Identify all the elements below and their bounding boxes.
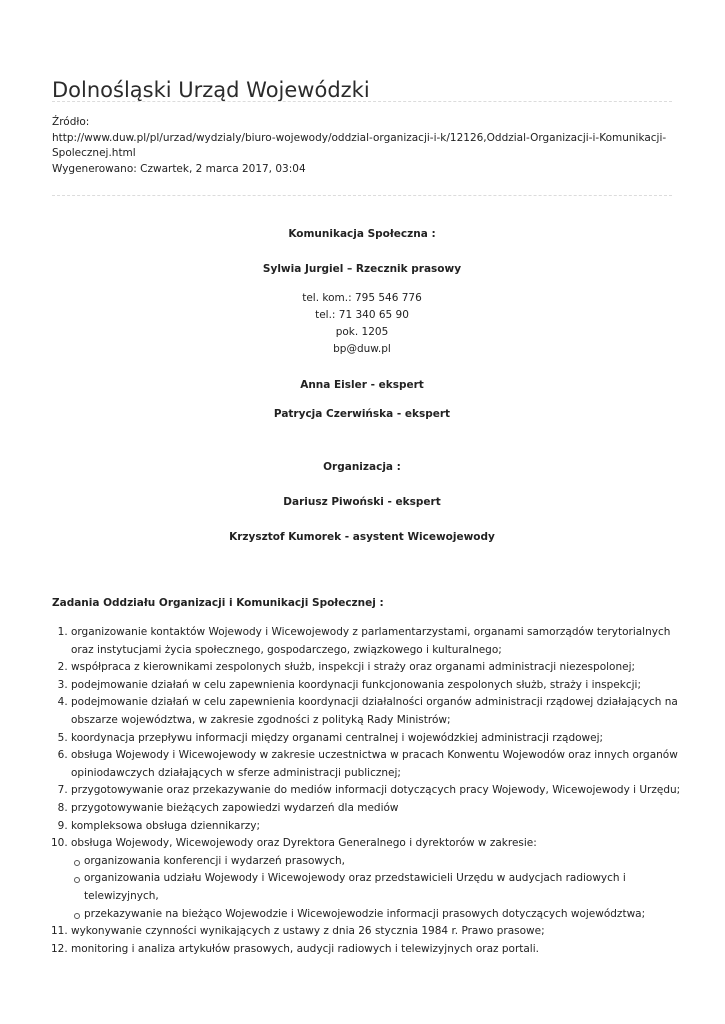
generated-date: Wygenerowano: Czwartek, 2 marca 2017, 03:04 [52, 162, 306, 175]
task-item: 2. współpraca z kierownikami zespolonych służb, inspekcji i straży oraz organami administracji niezespolonej; [71, 659, 696, 677]
task-item: 1. organizowanie kontaktów Wojewody i Wicewojewody z parlamentarzystami, organami samorządów terytorialnych oraz instytucjami życia społecznego, gospodarczego, związkowego i kulturalnego; [71, 624, 696, 659]
spokesperson-name: Sylwia Jurgiel – Rzecznik prasowy [262, 263, 462, 275]
contact-block [52, 290, 672, 358]
subtask-item: przekazywanie na bieżąco Wojewodzie i Wicewojewodzie informacji prasowych dotyczących województwa; [74, 906, 696, 924]
task-item: 3. podejmowanie działań w celu zapewnienia koordynacji funkcjonowania zespolonych służb, straży i inspekcji; [71, 677, 696, 695]
meta-divider [52, 195, 672, 196]
phone: tel.: 71 340 65 90 [315, 309, 409, 321]
tasks-list [52, 624, 696, 958]
task-item: 6. obsługa Wojewody i Wicewojewody w zakresie uczestnictwa w pracach Konwentu Wojewodów oraz innych organów opiniodawczych działających w sferze administracji publicznej; [71, 747, 696, 782]
site-title: Dolnośląski Urząd Wojewódzki [52, 78, 370, 103]
task-item-text: obsługa Wojewody, Wicewojewody oraz Dyrektora Generalnego i dyrektorów w zakresie: [71, 837, 537, 850]
task-item: 11. wykonywanie czynności wynikających z ustawy z dnia 26 stycznia 1984 r. Prawo prasowe; [71, 923, 696, 941]
komunikacja-heading: Komunikacja Społeczna : [288, 228, 436, 240]
task-item: 12. monitoring i analiza artykułów prasowych, audycji radiowych i telewizyjnych oraz portali. [71, 941, 696, 959]
source-url[interactable]: http://www.duw.pl/pl/urzad/wydzialy/biuro-wojewody/oddzial-organizacji-i-k/12126,Oddzial-Organizacji-i-Komunikacji-Spolecznej.html [52, 131, 667, 159]
expert-piwonski: Dariusz Piwoński - ekspert [283, 496, 441, 508]
organizacja-heading: Organizacja : [323, 461, 401, 473]
assistant-kumorek: Krzysztof Kumorek - asystent Wicewojewody [229, 531, 495, 543]
mobile-phone: tel. kom.: 795 546 776 [302, 292, 422, 304]
subtask-list [71, 853, 696, 923]
source-meta [52, 115, 672, 177]
task-item: 7. przygotowywanie oraz przekazywanie do mediów informacji dotyczących pracy Wojewody, Wicewojewody i Urzędu; [71, 782, 696, 800]
subtask-item: organizowania udziału Wojewody i Wicewojewody oraz przedstawicieli Urzędu w audycjach radiowych i telewizyjnych, [74, 870, 696, 905]
room-number: pok. 1205 [335, 326, 389, 338]
expert-eisler: Anna Eisler - ekspert [300, 379, 424, 391]
subtask-item: organizowania konferencji i wydarzeń prasowych, [74, 853, 696, 871]
task-item: 5. koordynacja przepływu informacji między organami centralnej i wojewódzkiej administracji rządowej; [71, 730, 696, 748]
email-link[interactable]: bp@duw.pl [333, 343, 391, 355]
header-divider [52, 101, 672, 102]
expert-czerwinska: Patrycja Czerwińska - ekspert [273, 408, 451, 420]
source-label: Źródło: [52, 116, 90, 128]
task-item: 9. kompleksowa obsługa dziennikarzy; [71, 818, 696, 836]
tasks-heading: Zadania Oddziału Organizacji i Komunikacji Społecznej : [52, 597, 384, 609]
task-item: 8. przygotowywanie bieżących zapowiedzi wydarzeń dla mediów [71, 800, 696, 818]
task-item-with-subitems [71, 835, 696, 923]
task-item: 4. podejmowanie działań w celu zapewnienia koordynacji działalności organów administracji rządowej działających na obszarze województwa, w zakresie zgodności z polityką Rady Ministrów; [71, 694, 696, 729]
